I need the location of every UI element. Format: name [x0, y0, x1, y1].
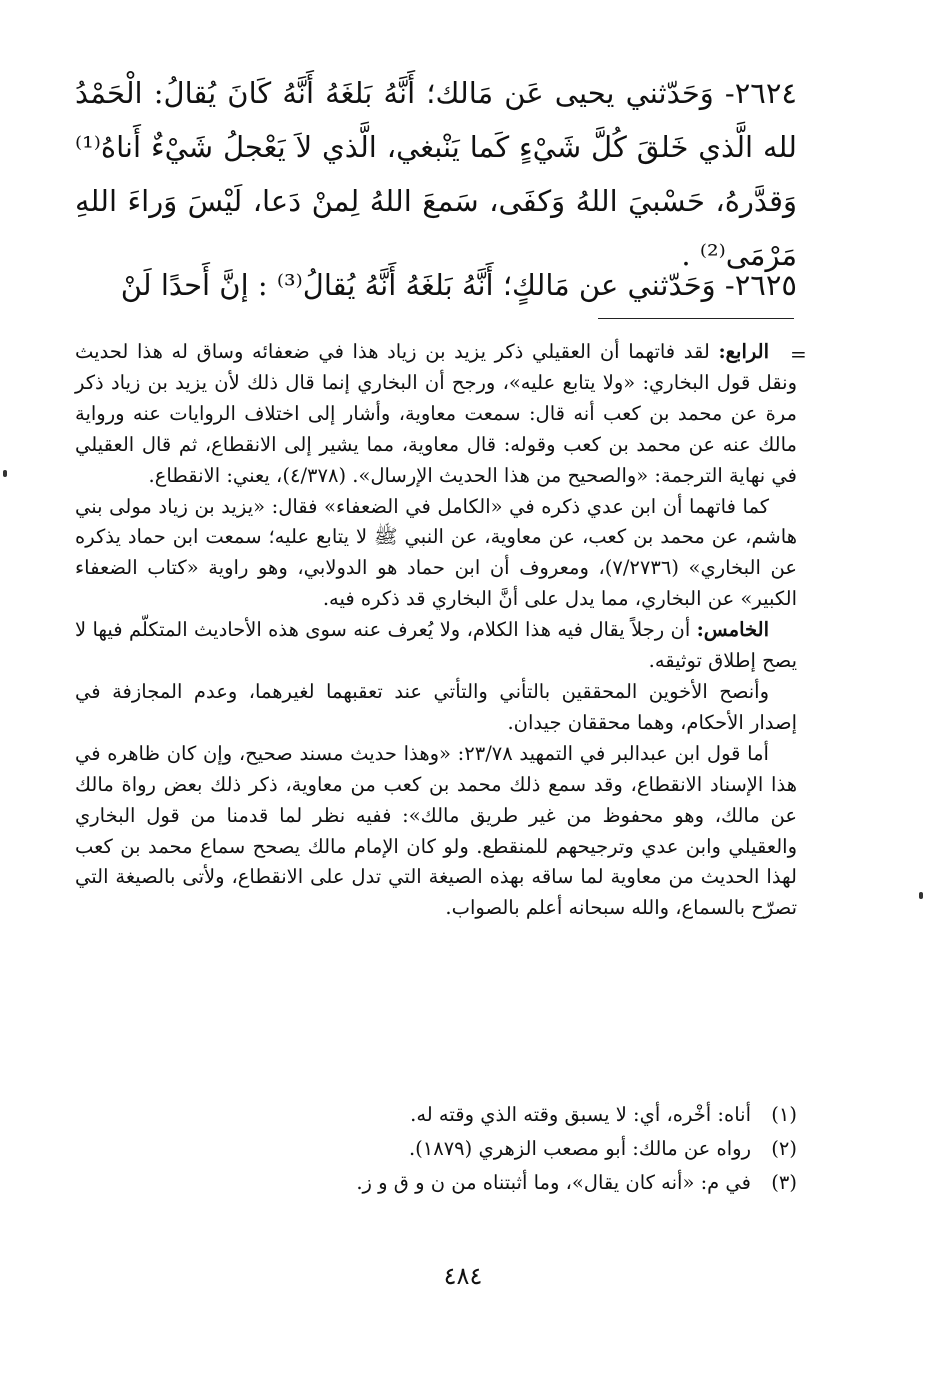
footnote-text: رواه عن مالك: أبو مصعب الزهري (١٨٧٩). [408, 1137, 751, 1160]
note-paragraph [75, 492, 797, 616]
footnote-number: (٣) [771, 1171, 797, 1194]
note-paragraph [75, 739, 797, 924]
footnotes [75, 1098, 797, 1200]
scan-speck [919, 892, 923, 899]
note-paragraph [75, 615, 797, 677]
note-text: أما قول ابن عبدالبر في التمهيد ٢٣/٧٨: «وهذا حديث مسند صحيح، وإن كان ظاهره في هذا الإسناد الانقطاع، وقد سمع ذلك محمد بن كعب من معاوية، ذكر ذلك بعض رواة مالك عن مالك، وهو محفوظ من غير طريق مالك»: ففيه نظر لما قدمنا من قول البخاري والعقيلي وابن عدي وترجيحهم للمنقطع. ولو كان الإمام مالك يصحح سماع محمد بن كعب لهذا الحديث من معاوية لما ساقه بهذه الصيغة التي تدل على الانقطاع، ولأتى بالصيغة التي تصرّح بالسماع، والله سبحانه أعلم بالصواب. [75, 741, 797, 920]
note-paragraph [75, 337, 797, 492]
note-lead: الخامس: [696, 618, 769, 642]
note-text: لقد فاتهما أن العقيلي ذكر يزيد بن زياد هذا في ضعفائه وساق له هذا لحديث ونقل قول البخاري: «ولا يتابع عليه»، ورجح أن البخاري إنما قال ذلك لأن يزيد بن زياد ذكر مرة عن محمد بن كعب أنه قال: سمعت معاوية، وأشار إلى اختلاف الروايات عنه ورواية مالك عنه عن محمد بن كعب وقوله: قال معاوية، مما يشير إلى الانقطاع، ثم قال العقيلي في نهاية الترجمة: «والصحيح من هذا الحديث الإرسال». (٤/٣٧٨)، يعني: الانقطاع. [75, 340, 797, 487]
note-text: أن رجلاً يقال فيه هذا الكلام، ولا يُعرف عنه سوى هذه الأحاديث المتكلّم فيها لا يصح إطلاق توثيقه. [75, 618, 797, 673]
footnote-text: في م: «أنه كان يقال»، وما أثبتناه من ن و ق و ز. [356, 1171, 751, 1194]
footnote-number: (١) [771, 1103, 797, 1126]
footnote-divider [598, 318, 794, 319]
hadith-2625: ٢٦٢٥- وَحَدّثني عن مَالكٍ؛ أَنَّهُ بَلغَهُ أَنَّهُ يُقالُ⁽³⁾ : إنَّ أَحدًا لَنْ [120, 268, 797, 302]
footnote-item [75, 1098, 797, 1132]
page-number: ٤٨٤ [443, 1262, 483, 1290]
footnote-item [75, 1132, 797, 1166]
note-text: كما فاتهما أن ابن عدي ذكره في «الكامل في الضعفاء» فقال: «يزيد بن زياد مولى بني هاشم، عن محمد بن كعب، عن معاوية، عن النبي ﷺ لا يتابع عليه؛ سمعت ابن حماد يذكره عن البخاري» (٧/٢٧٣٦)، ومعروف أن ابن حماد هو الدولابي، وهو راوية «كتاب الضعفاء الكبير» عن البخاري، مما يدل على أنَّ البخاري قد ذكره فيه. [75, 494, 797, 611]
hadith-2624: ٢٦٢٤- وَحَدّثني يحيى عَن مَالك؛ أَنَّهُ بَلغَهُ أَنَّهُ كَانَ يُقالُ: الْحَمْدُ لله الَّذي خَلقَ كُلَّ شَيْءٍ كَما يَنْبغي، الَّذي لاَ يَعْجلُ شَيْءٌ أَناهُ⁽¹⁾ وَقدَّرهُ، حَسْبيَ اللهُ وَكفَى، سَمعَ اللهُ لِمنْ دَعا، لَيْسَ وَراءَ اللهِ مَرْمَى⁽²⁾ . [75, 76, 797, 272]
commentary-notes [75, 337, 797, 924]
note-lead: الرابع: [718, 340, 769, 363]
footnote-text: أناه: أخْره، أي: لا يسبق وقته الذي وقته له. [410, 1103, 751, 1126]
note-text: وأنصح الأخوين المحققين بالتأني والتأتي عند تعقبهما لغيرهما، وعدم المجازفة في إصدار الأحكام، وهما محققان جيدان. [75, 679, 797, 734]
note-paragraph [75, 677, 797, 739]
footnote-item [75, 1166, 797, 1200]
continuation-marker: = [790, 342, 807, 366]
scan-speck [3, 470, 7, 477]
footnote-number: (٢) [771, 1137, 797, 1160]
